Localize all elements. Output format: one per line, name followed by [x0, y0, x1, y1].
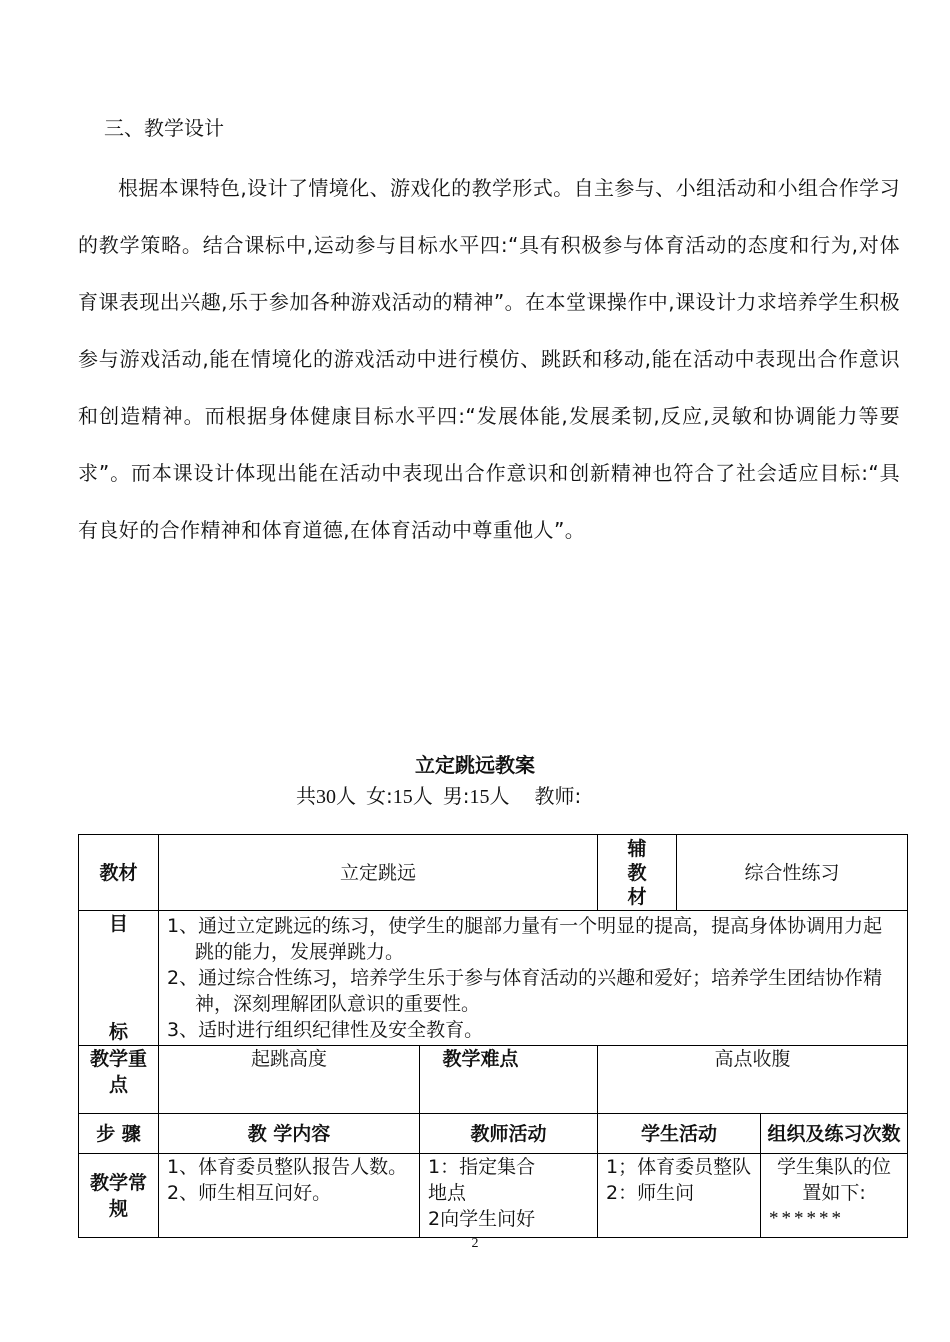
routine-teacher-item: 1：指定集合地点 — [428, 1156, 536, 1204]
aux-label-char: 辅 — [627, 837, 647, 860]
header-student: 学生活动 — [598, 1114, 761, 1154]
header-steps: 步 骤 — [79, 1114, 159, 1154]
material-label: 教材 — [79, 835, 159, 911]
routine-teacher — [420, 1154, 598, 1238]
routine-content-item: 2、师生相互问好。 — [167, 1182, 332, 1204]
routine-row — [79, 1154, 908, 1238]
goals-label-bottom: 标 — [108, 1021, 128, 1043]
person-unit: 人 — [412, 784, 433, 808]
routine-content-item: 1、体育委员整队报告人数。 — [167, 1156, 408, 1178]
goal-item: 1、通过立定跳远的练习，使学生的腿部力量有一个明显的提高，提高身体协调用力起跳的能力，发展弹跳力。 — [167, 915, 883, 963]
class-info — [296, 780, 581, 809]
design-paragraph: 根据本课特色,设计了情境化、游戏化的教学形式。自主参与、小组活动和小组合作学习的教学策略。结合课标中,运动参与目标水平四:“具有积极参与体育活动的态度和行为,对体育课表现出兴趣,乐于参加各种游戏活动的精神”。在本堂课操作中,课设计力求培养学生积极参与游戏活动,能在情境化的游戏活动中进行模仿、跳跃和移动,能在活动中表现出合作意识和创造精神。而根据身体健康目标水平四:“发展体能,发展柔韧,反应,灵敏和协调能力等要求”。而本课设计体现出能在活动中表现出合作意识和创新精神也符合了社会适应目标:“具有良好的合作精神和体育道德,在体育活动中尊重他人”。 — [78, 176, 900, 542]
goals-label-top: 目 — [108, 913, 128, 935]
teacher-label: 教师: — [534, 784, 582, 808]
routine-organization-text: 学生集队的位置如下: — [777, 1156, 892, 1204]
goals-label — [79, 911, 159, 1046]
key-point-value: 起跳高度 — [159, 1046, 420, 1114]
lesson-plan-table — [78, 834, 908, 1238]
male-label: 男: — [442, 784, 470, 808]
routine-organization — [761, 1154, 908, 1238]
header-teacher: 教师活动 — [420, 1114, 598, 1154]
difficulty-label: 教学难点 — [420, 1046, 598, 1114]
routine-teacher-item: 2向学生问好 — [428, 1208, 536, 1230]
formation-stars: ****** — [769, 1208, 845, 1229]
male-count: 15 — [469, 786, 490, 808]
aux-label-char: 教 — [627, 861, 647, 884]
routine-student — [598, 1154, 761, 1238]
person-unit: 人 — [489, 784, 510, 808]
female-count: 15 — [392, 786, 413, 808]
aux-label-char: 材 — [627, 885, 647, 908]
section-heading: 三、教学设计 — [104, 116, 224, 140]
aux-material-value: 综合性练习 — [677, 835, 908, 911]
goal-item: 3、适时进行组织纪律性及安全教育。 — [167, 1019, 484, 1041]
difficulty-value: 高点收腹 — [598, 1046, 908, 1114]
goals-content — [159, 911, 908, 1046]
material-value: 立定跳远 — [159, 835, 598, 911]
routine-student-item: 1；体育委员整队 — [606, 1156, 752, 1178]
header-content: 教 学内容 — [159, 1114, 420, 1154]
aux-material-label — [598, 835, 677, 911]
person-unit: 人 — [336, 784, 356, 808]
lesson-title: 立定跳远教案 — [415, 753, 535, 777]
routine-content — [159, 1154, 420, 1238]
goal-item: 2、通过综合性练习，培养学生乐于参与体育活动的兴趣和爱好；培养学生团结协作精神，深刻理解团队意识的重要性。 — [167, 967, 883, 1015]
goals-row — [79, 911, 908, 1046]
material-row — [79, 835, 908, 911]
routine-student-item: 2：师生问 — [606, 1182, 695, 1204]
header-organization: 组织及练习次数 — [761, 1114, 908, 1154]
total-count: 30 — [316, 786, 336, 808]
female-label: 女: — [366, 784, 393, 808]
routine-label: 教学常规 — [79, 1154, 159, 1238]
header-row — [79, 1114, 908, 1154]
total-label: 共 — [296, 784, 316, 808]
key-points-row — [79, 1046, 908, 1114]
key-point-label: 教学重点 — [79, 1046, 159, 1114]
page-number: 2 — [471, 1236, 479, 1251]
